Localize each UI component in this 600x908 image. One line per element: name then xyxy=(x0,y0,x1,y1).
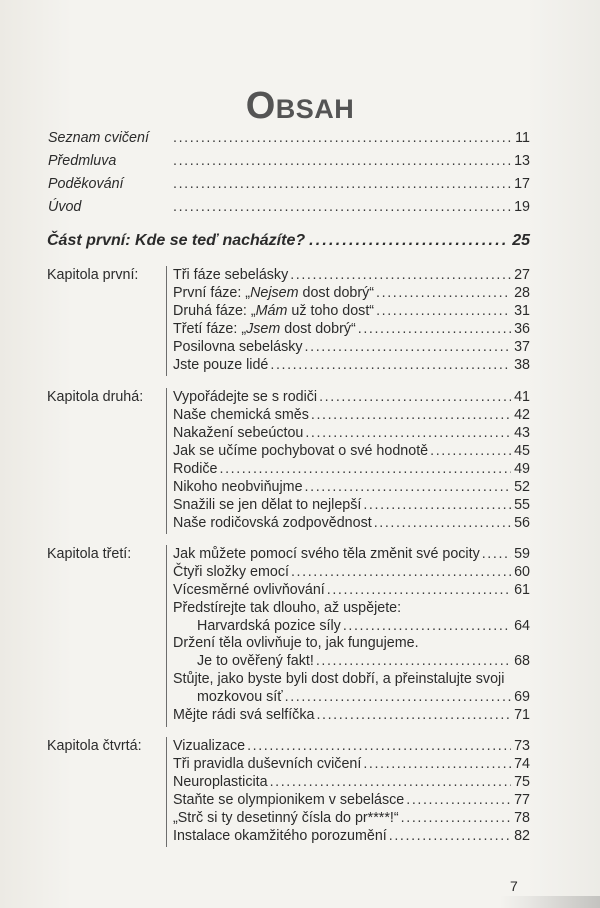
toc-entry-page: 71 xyxy=(514,707,530,723)
leader-dots xyxy=(290,265,511,285)
toc-entry-page: 27 xyxy=(514,267,530,283)
leader-dots xyxy=(363,495,511,515)
toc-entry-page: 45 xyxy=(514,443,530,459)
toc-entry[interactable] xyxy=(173,736,530,756)
toc-entry[interactable] xyxy=(173,772,530,792)
leader-dots xyxy=(316,651,511,671)
leader-dots xyxy=(482,544,511,564)
toc-entry-label: Jak můžete pomocí svého těla změnit své pocity xyxy=(173,546,480,562)
toc-entry[interactable] xyxy=(173,495,530,515)
toc-entry-page: 55 xyxy=(514,497,530,513)
leader-dots xyxy=(319,387,511,407)
toc-entry-label: Předmluva xyxy=(48,153,117,169)
toc-entry-page: 43 xyxy=(514,425,530,441)
toc-entry[interactable] xyxy=(173,705,530,725)
leader-dots xyxy=(376,301,511,321)
toc-entry-page: 31 xyxy=(514,303,530,319)
toc-entry[interactable] xyxy=(173,283,530,303)
toc-entry-page: 64 xyxy=(514,618,530,634)
toc-entry-label: Druhá fáze: „Mám už toho dost“ xyxy=(173,303,375,319)
toc-entry-label: Instalace okamžitého porozumění xyxy=(173,828,387,844)
leader-dots xyxy=(309,229,506,253)
toc-entry-page: 69 xyxy=(514,689,530,705)
leader-dots xyxy=(316,705,511,725)
toc-entry-page: 75 xyxy=(514,774,530,790)
toc-entry-page: 19 xyxy=(514,199,530,215)
toc-entry[interactable] xyxy=(173,459,530,479)
toc-entry-label: Třetí fáze: „Jsem dost dobrý“ xyxy=(173,321,356,337)
toc-entry-label: Naše rodičovská zodpovědnost xyxy=(173,515,372,531)
toc-part-heading[interactable] xyxy=(47,229,530,253)
toc-entry[interactable] xyxy=(173,387,530,407)
toc-entry-page: 82 xyxy=(514,828,530,844)
leader-dots xyxy=(374,513,511,533)
toc-entry-line1: Držení těla ovlivňuje to, jak fungujeme. xyxy=(173,635,419,651)
toc-entry[interactable] xyxy=(197,651,530,671)
toc-entry-page: 42 xyxy=(514,407,530,423)
toc-entry-page: 61 xyxy=(514,582,530,598)
chapter-label-4: Kapitola čtvrtá: xyxy=(47,738,142,754)
toc-entry[interactable] xyxy=(173,301,530,321)
toc-entry-page: 77 xyxy=(514,792,530,808)
toc-entry-label: Staňte se olympionikem v sebelásce xyxy=(173,792,405,808)
toc-entry-label: Tři pravidla duševních cvičení xyxy=(173,756,362,772)
toc-entry-page: 49 xyxy=(514,461,530,477)
chapter-divider xyxy=(166,388,167,534)
toc-entry[interactable] xyxy=(173,265,530,285)
leader-dots xyxy=(173,197,511,217)
toc-entry-label: Harvardská pozice síly xyxy=(197,618,341,634)
toc-entry-page: 73 xyxy=(514,738,530,754)
toc-entry-label: Vizualizace xyxy=(173,738,246,754)
leader-dots xyxy=(305,337,511,357)
chapter-label-3: Kapitola třetí: xyxy=(47,546,132,562)
chapter-divider xyxy=(166,545,167,727)
toc-entry-label: Poděkování xyxy=(48,176,124,192)
leader-dots xyxy=(305,477,511,497)
toc-entry-page: 59 xyxy=(514,546,530,562)
leader-dots xyxy=(285,687,511,707)
leader-dots xyxy=(406,790,511,810)
toc-entry-label: Snažili se jen dělat to nejlepší xyxy=(173,497,362,513)
chapter-divider xyxy=(166,266,167,376)
toc-entry[interactable] xyxy=(173,754,530,774)
toc-entry-line1: Stůjte, jako byste byli dost dobří, a přeinstalujte svoji xyxy=(173,671,505,687)
page-number: 7 xyxy=(510,878,518,894)
leader-dots xyxy=(173,174,511,194)
page-edge-shadow xyxy=(500,896,600,908)
toc-entry-seznam-cviceni[interactable] xyxy=(48,128,530,148)
toc-entry-label: Čtyři složky emocí xyxy=(173,564,289,580)
toc-entry[interactable] xyxy=(173,580,530,600)
leader-dots xyxy=(270,772,511,792)
toc-entry-page: 11 xyxy=(515,130,530,146)
toc-entry[interactable] xyxy=(173,790,530,810)
toc-entry-uvod[interactable] xyxy=(48,197,530,217)
toc-entry[interactable] xyxy=(173,405,530,425)
toc-entry-label: Neuroplasticita xyxy=(173,774,268,790)
toc-entry[interactable] xyxy=(173,808,530,828)
leader-dots xyxy=(173,151,511,171)
leader-dots xyxy=(327,580,511,600)
toc-entry-page: 17 xyxy=(514,176,530,192)
toc-entry-label: mozkovou síť xyxy=(197,689,283,705)
leader-dots xyxy=(376,283,511,303)
toc-entry-label: Jste pouze lidé xyxy=(173,357,269,373)
leader-dots xyxy=(311,405,511,425)
toc-entry-label: Posilovna sebelásky xyxy=(173,339,303,355)
toc-entry[interactable] xyxy=(173,544,530,564)
toc-entry-label: Nikoho neobviňujme xyxy=(173,479,303,495)
toc-entry-label: Úvod xyxy=(48,199,82,215)
page-title xyxy=(0,85,600,128)
leader-dots xyxy=(401,808,511,828)
toc-entry-page: 38 xyxy=(514,357,530,373)
leader-dots xyxy=(358,319,511,339)
toc-entry-label: Seznam cvičení xyxy=(48,130,149,146)
leader-dots xyxy=(220,459,511,479)
leader-dots xyxy=(430,441,511,461)
toc-entry[interactable] xyxy=(173,477,530,497)
toc-entry-page: 68 xyxy=(514,653,530,669)
toc-entry-page: 74 xyxy=(514,756,530,772)
toc-entry-page: 56 xyxy=(514,515,530,531)
toc-entry[interactable] xyxy=(173,355,530,375)
leader-dots xyxy=(389,826,511,846)
toc-entry-label: Rodiče xyxy=(173,461,218,477)
toc-entry-line1: Předstírejte tak dlouho, až uspějete: xyxy=(173,600,402,616)
part-label: Část první: Kde se teď nacházíte? xyxy=(47,232,306,249)
toc-entry-label: Vícesměrné ovlivňování xyxy=(173,582,325,598)
toc-entry-page: 13 xyxy=(514,153,530,169)
toc-entry-label: Mějte rádi svá selfíčka xyxy=(173,707,315,723)
part-page: 25 xyxy=(512,232,530,249)
leader-dots xyxy=(247,736,511,756)
toc-entry[interactable] xyxy=(197,687,530,707)
toc-entry[interactable] xyxy=(173,562,530,582)
leader-dots xyxy=(291,562,511,582)
toc-entry-label: Vypořádejte se s rodiči xyxy=(173,389,318,405)
toc-entry-label: „Strč si ty desetinný čísla do pr****!“ xyxy=(173,810,399,826)
toc-entry-page: 36 xyxy=(514,321,530,337)
toc-entry[interactable] xyxy=(173,826,530,846)
toc-entry-page: 28 xyxy=(514,285,530,301)
toc-entry[interactable] xyxy=(173,513,530,533)
toc-entry-label: Tři fáze sebelásky xyxy=(173,267,289,283)
toc-entry-label: Je to ověřený fakt! xyxy=(197,653,314,669)
chapter-divider xyxy=(166,737,167,847)
toc-entry-predmluva[interactable] xyxy=(48,151,530,171)
chapter-label-1: Kapitola první: xyxy=(47,267,139,283)
toc-entry-label: Nakažení sebeúctou xyxy=(173,425,304,441)
toc-entry[interactable] xyxy=(173,423,530,443)
leader-dots xyxy=(305,423,511,443)
title-text: Obsah xyxy=(245,85,355,127)
toc-entry[interactable] xyxy=(173,441,530,461)
toc-entry[interactable] xyxy=(173,319,530,339)
toc-entry-label: Jak se učíme pochybovat o své hodnotě xyxy=(173,443,429,459)
toc-entry-page: 41 xyxy=(514,389,530,405)
toc-entry-page: 60 xyxy=(514,564,530,580)
toc-entry-page: 78 xyxy=(514,810,530,826)
toc-entry-podekovani[interactable] xyxy=(48,174,530,194)
chapter-label-2: Kapitola druhá: xyxy=(47,389,144,405)
toc-entry-label: První fáze: „Nejsem dost dobrý“ xyxy=(173,285,375,301)
toc-entry-page: 37 xyxy=(514,339,530,355)
toc-entry-label: Naše chemická směs xyxy=(173,407,309,423)
leader-dots xyxy=(363,754,511,774)
leader-dots xyxy=(173,128,511,148)
leader-dots xyxy=(270,355,511,375)
toc-entry[interactable] xyxy=(173,337,530,357)
toc-entry-page: 52 xyxy=(514,479,530,495)
